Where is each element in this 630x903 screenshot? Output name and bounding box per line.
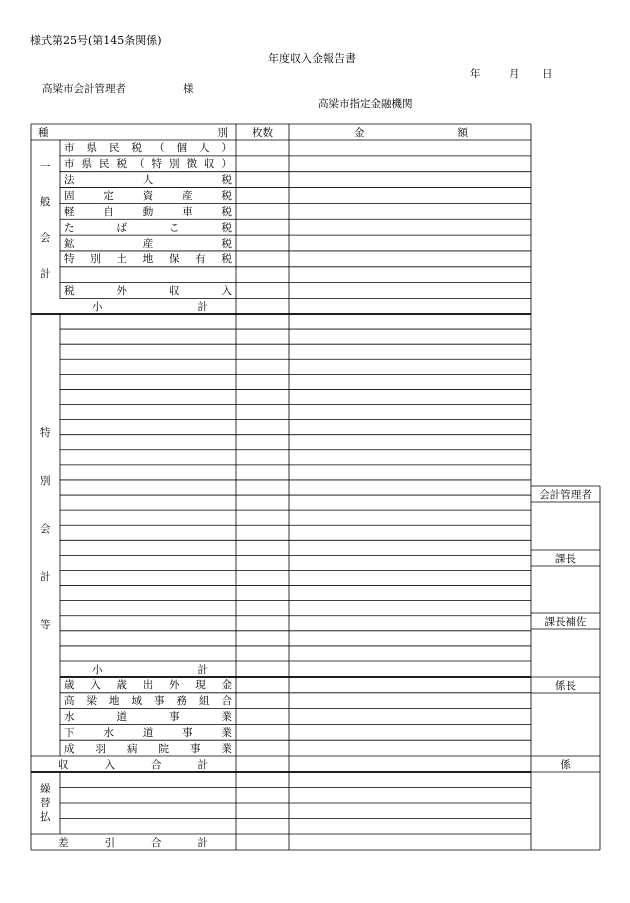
approval-label-1 [531, 550, 600, 566]
special-subtotal-char: 小 [92, 663, 103, 676]
general-item-0 [64, 140, 232, 156]
general-item-1-char: 市 [64, 158, 75, 171]
column-header-amount [354, 124, 468, 140]
other-item-1-char: 組 [199, 695, 210, 708]
general-item-1-char: 税 [116, 158, 127, 171]
addressee-honorific: 様 [183, 83, 194, 95]
general-item-7-char: 税 [221, 253, 232, 266]
other-item-4-char: 業 [221, 742, 232, 755]
net-total-char: 差 [58, 836, 69, 849]
general-side-label-char: 一 [40, 160, 51, 173]
general-item-0-char: 民 [109, 142, 120, 155]
approval-label-2-char: 補 [565, 615, 576, 628]
general-subtotal-char: 計 [197, 300, 208, 313]
approval-label-2-char: 課 [544, 615, 555, 628]
other-item-3-char: 業 [221, 726, 232, 739]
general-item-4-char: 税 [221, 205, 232, 218]
general-item-5-char: こ [169, 221, 180, 234]
approval-label-3-char: 係 [555, 679, 566, 692]
approval-label-3-char: 長 [565, 679, 576, 692]
general-item-9-char: 入 [221, 285, 232, 298]
general-item-4-char: 車 [182, 205, 193, 218]
general-item-1 [64, 156, 232, 172]
other-item-2-char: 事 [169, 710, 180, 723]
net-total-char: 引 [104, 836, 115, 849]
general-item-2-char: 人 [142, 174, 154, 187]
general-item-4-char: 動 [142, 205, 154, 218]
general-item-2 [64, 172, 232, 188]
other-item-1 [64, 693, 232, 709]
other-item-4-char: 事 [190, 742, 201, 755]
general-item-4-char: 軽 [64, 205, 75, 218]
general-item-2-char: 法 [64, 174, 75, 187]
column-header-count-char: 数 [262, 126, 273, 139]
approval-label-0-char: 理 [570, 488, 582, 501]
general-item-1-char: （ [134, 158, 145, 171]
general-side-label-char: 計 [40, 267, 51, 280]
approval-label-0 [531, 486, 600, 502]
special-side-label-char: 計 [40, 571, 51, 583]
general-item-1-char: 民 [99, 158, 110, 171]
other-item-4-char: 羽 [95, 742, 106, 755]
special-side-label-char: 別 [40, 475, 51, 487]
general-item-9-char: 収 [169, 285, 180, 298]
income-total-char: 合 [151, 758, 162, 771]
column-header-category [38, 124, 228, 140]
other-item-0-char: 金 [221, 679, 232, 692]
net-total [58, 834, 208, 850]
general-item-0-char: 県 [86, 142, 97, 155]
other-item-2-char: 道 [116, 710, 127, 723]
other-item-1-char: 地 [109, 695, 120, 708]
general-item-6-char: 税 [221, 237, 232, 250]
approval-label-0-char: 管 [560, 488, 571, 501]
general-item-1-char: 別 [169, 158, 180, 171]
general-item-6-char: 鉱 [64, 237, 75, 250]
other-item-0-char: 歳 [116, 679, 127, 692]
special-side-label-char: 会 [40, 523, 51, 535]
other-item-2-char: 業 [221, 710, 232, 723]
general-item-3-char: 定 [103, 189, 114, 202]
other-item-4-char: 成 [64, 742, 75, 755]
column-header-category-char: 種 [38, 126, 49, 139]
general-side-label-char: 会 [40, 232, 51, 245]
approval-label-0-char: 者 [581, 488, 592, 501]
approval-stamp-box[interactable] [531, 566, 600, 613]
approval-label-4 [531, 756, 600, 772]
approval-label-0-char: 会 [539, 488, 550, 501]
general-item-7-char: 別 [90, 253, 101, 266]
transfer-side-label-char: 繰 [40, 783, 51, 795]
other-item-4-char: 院 [158, 742, 169, 755]
general-item-1-char: 県 [81, 158, 92, 171]
general-subtotal-char: 小 [92, 300, 103, 313]
general-item-7-char: 特 [64, 253, 75, 266]
special-subtotal [92, 661, 208, 677]
general-item-6-char: 産 [142, 237, 154, 250]
other-item-1-char: 高 [64, 695, 75, 708]
income-total [58, 756, 208, 772]
net-total-char: 合 [151, 836, 162, 849]
general-item-1-char: 収 [204, 158, 215, 171]
other-item-3 [64, 724, 232, 740]
approval-stamp-box[interactable] [531, 693, 600, 756]
general-item-7 [64, 251, 232, 267]
general-item-7-char: 有 [195, 253, 206, 266]
other-item-1-char: 務 [176, 695, 187, 708]
special-subtotal-char: 計 [197, 663, 208, 676]
date-day-label: 日 [542, 68, 553, 80]
other-item-1-char: 梁 [86, 695, 97, 708]
general-item-7-char: 保 [169, 253, 180, 266]
other-item-2-char: 水 [64, 710, 75, 723]
general-item-2-char: 税 [221, 174, 232, 187]
column-header-count-char: 枚 [252, 126, 263, 139]
form-number: 様式第25号(第145条関係) [30, 34, 162, 47]
general-item-1-char: 徴 [186, 158, 197, 171]
general-item-4 [64, 203, 232, 219]
general-item-3-char: 産 [182, 189, 193, 202]
special-side-label-char: 等 [40, 619, 51, 631]
general-item-1-char: 特 [151, 158, 162, 171]
general-item-1-char: ） [221, 158, 232, 171]
general-item-5-char: ば [116, 221, 127, 234]
general-item-4-char: 自 [103, 205, 114, 218]
net-total-char: 計 [197, 836, 208, 849]
approval-label-0-char: 計 [549, 488, 561, 501]
other-item-0-char: 歳 [64, 679, 75, 692]
general-item-5 [64, 219, 232, 235]
other-item-3-char: 下 [64, 726, 75, 739]
other-item-1-char: 事 [154, 695, 165, 708]
general-item-7-char: 土 [116, 253, 127, 266]
date-year-label: 年 [470, 68, 481, 80]
approval-label-2 [531, 613, 600, 629]
general-item-9-char: 税 [64, 285, 75, 298]
general-item-0-char: 税 [131, 142, 142, 155]
general-item-3-char: 固 [64, 189, 75, 202]
addressee: 高梁市会計管理者 [42, 83, 126, 95]
other-item-4-char: 病 [127, 742, 138, 755]
general-item-0-char: ） [221, 142, 232, 155]
special-side-label-char: 特 [40, 427, 51, 439]
approval-label-3 [531, 677, 600, 693]
income-total-char: 収 [58, 758, 69, 771]
approval-label-1-char: 課 [555, 552, 566, 565]
transfer-side-label-char: 払 [40, 811, 51, 823]
approval-stamp-box[interactable] [531, 629, 600, 677]
other-item-3-char: 事 [182, 726, 193, 739]
general-side-label-char: 般 [40, 196, 51, 209]
general-item-3 [64, 188, 232, 204]
income-total-char: 計 [197, 758, 208, 771]
issuer: 高梁市指定金融機関 [318, 98, 413, 110]
column-header-count [236, 124, 289, 140]
approval-stamp-box[interactable] [531, 772, 600, 850]
date-month-label: 月 [509, 68, 520, 80]
approval-label-4-char: 係 [560, 758, 571, 771]
general-item-0-char: 個 [176, 142, 187, 155]
other-item-1-char: 域 [131, 695, 142, 708]
general-item-5-char: た [64, 221, 75, 234]
other-item-4 [64, 740, 232, 756]
general-item-3-char: 資 [142, 189, 154, 202]
document-title: 年度収入金報告書 [268, 52, 356, 65]
transfer-side-label-char: 替 [40, 797, 51, 809]
column-header-amount-char: 金 [354, 126, 365, 139]
general-item-0-char: （ [154, 142, 165, 155]
other-item-3-char: 水 [103, 726, 114, 739]
column-header-category-char: 別 [217, 126, 228, 139]
general-item-5-char: 税 [221, 221, 232, 234]
general-subtotal [92, 299, 208, 315]
other-item-0 [64, 677, 232, 693]
general-item-9-char: 外 [116, 285, 127, 298]
column-header-amount-char: 額 [457, 126, 468, 139]
other-item-0-char: 出 [142, 679, 154, 692]
approval-label-2-char: 長 [555, 615, 566, 628]
other-item-0-char: 入 [90, 679, 101, 692]
general-item-9 [64, 283, 232, 299]
general-item-7-char: 地 [142, 253, 154, 266]
other-item-0-char: 外 [169, 679, 180, 692]
approval-label-1-char: 長 [565, 552, 576, 565]
other-item-0-char: 現 [195, 679, 206, 692]
general-item-0-char: 市 [64, 142, 75, 155]
other-item-3-char: 道 [142, 726, 154, 739]
approval-stamp-box[interactable] [531, 502, 600, 550]
income-total-char: 入 [104, 758, 115, 771]
other-item-2 [64, 709, 232, 725]
general-item-3-char: 税 [221, 189, 232, 202]
general-item-0-char: 人 [199, 142, 210, 155]
other-item-1-char: 合 [221, 695, 232, 708]
general-item-6 [64, 235, 232, 251]
approval-label-2-char: 佐 [576, 615, 587, 628]
